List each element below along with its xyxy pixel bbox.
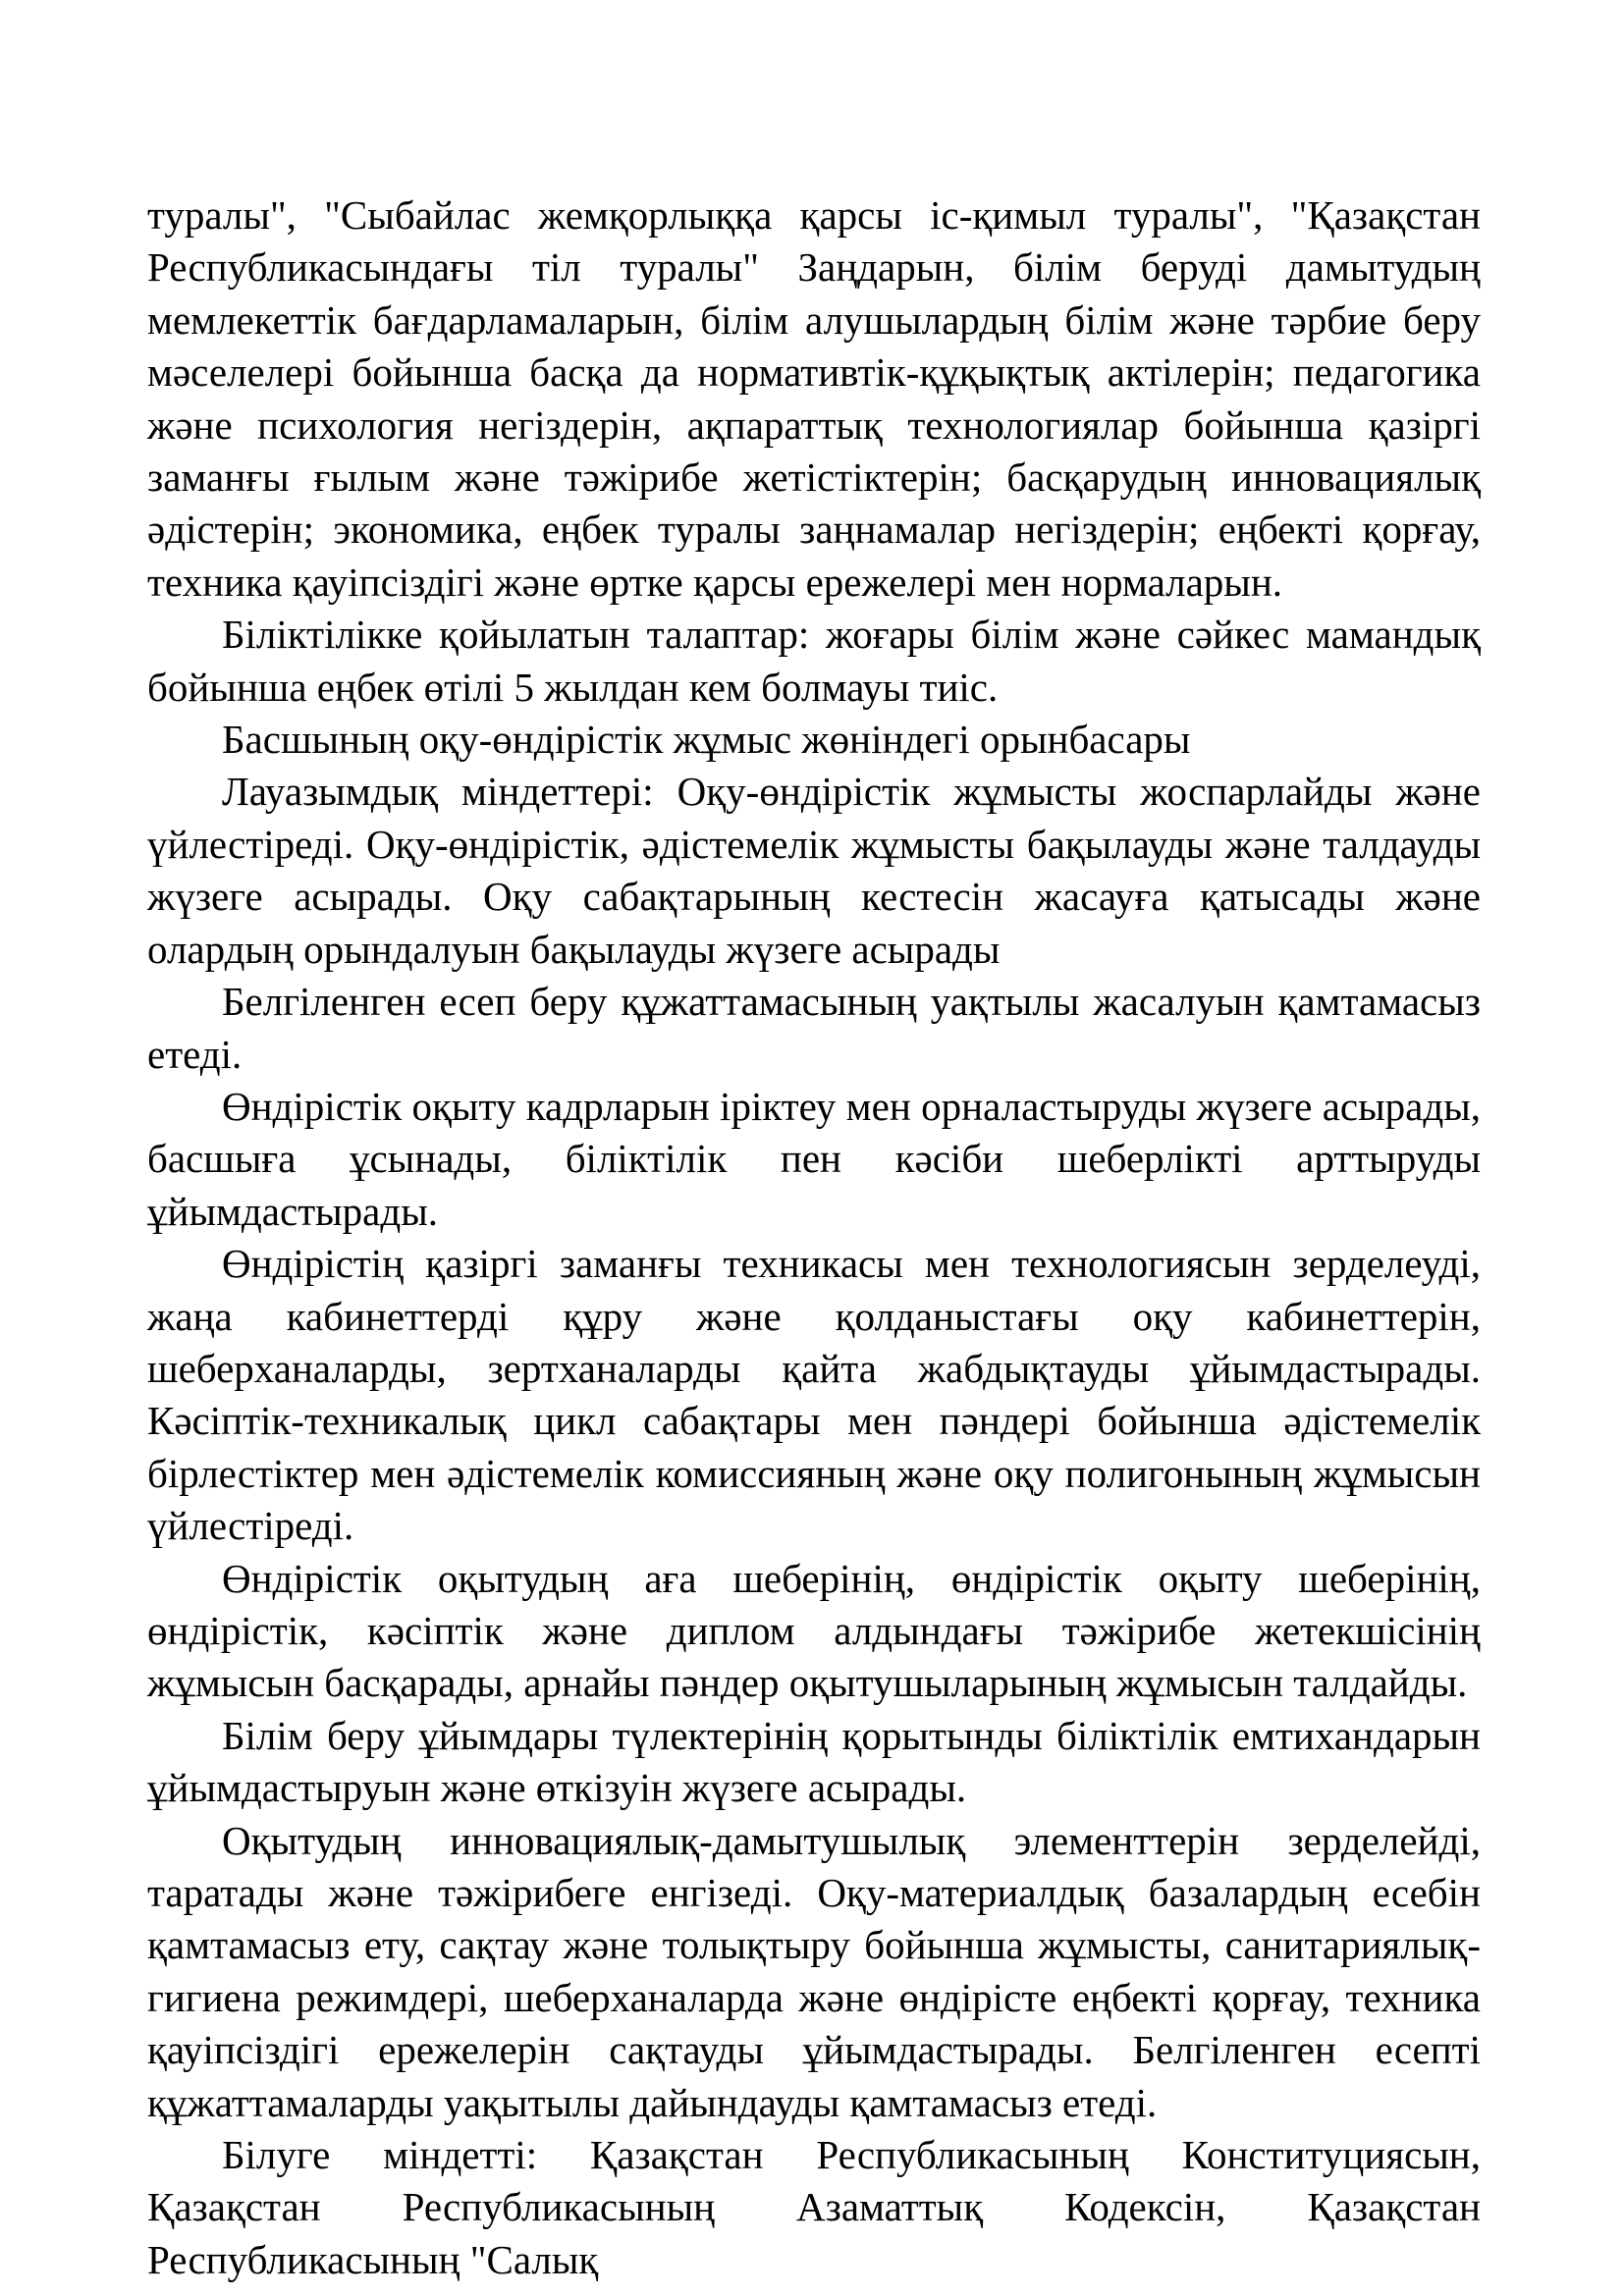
paragraph: Білуге міндетті: Қазақстан Республикасының Конституциясын, Қазақстан Республикасының Азаматтық Кодексін, Қазақстан Республикасының "Салық bbox=[147, 2132, 1481, 2282]
paragraph: Біліктілікке қойылатын талаптар: жоғары білім және сәйкес мамандық бойынша еңбек өтілі 5 жылдан кем болмауы тиіс. bbox=[147, 612, 1481, 710]
paragraph: Лауазымдық міндеттері: Оқу-өндірістік жұмысты жоспарлайды және үйлестіреді. Оқу-өндірістік, әдістемелік жұмысты бақылауды және талдауды жүзеге асырады. Оқу сабақтарының кестесін жасауға қатысады және олардың орындалуын бақылауды жүзеге асырады bbox=[147, 769, 1481, 972]
paragraph: Оқытудың инновациялық-дамытушылық элементтерін зерделейді, таратады және тәжірибеге енгізеді. Оқу-материалдық базалардың есебін қамтамасыз ету, сақтау және толықтыру бойынша жұмысты, санитариялық-гигиена режимдері, шеберханаларда және өндірісте еңбекті қорғау, техника қауіпсіздігі ережелерін сақтауды ұйымдастырады. Белгіленген есепті құжаттамаларды уақытылы дайындауды қамтамасыз етеді. bbox=[147, 1817, 1481, 2125]
paragraph: Өндірістің қазіргі заманғы техникасы мен технологиясын зерделеуді, жаңа кабинеттерді құру және қолданыстағы оқу кабинеттерін, шеберханаларды, зертханаларды қайта жабдықтауды ұйымдастырады. Кәсіптік-техникалық цикл сабақтары мен пәндері бойынша әдістемелік бірлестіктер мен әдістемелік комиссияның және оқу полигонының жұмысын үйлестіреді. bbox=[147, 1241, 1481, 1549]
document-body bbox=[147, 189, 1481, 2286]
paragraph: Өндірістік оқыту кадрларын іріктеу мен орналастыруды жүзеге асырады, басшыға ұсынады, біліктілік пен кәсіби шеберлікті арттыруды ұйымдастырады. bbox=[147, 1083, 1481, 1234]
paragraph: Басшының оқу-өндірістік жұмыс жөніндегі орынбасары bbox=[222, 717, 1191, 763]
paragraph: Белгіленген есеп беру құжаттамасының уақтылы жасалуын қамтамасыз етеді. bbox=[147, 979, 1481, 1077]
paragraph: туралы", "Сыбайлас жемқорлыққа қарсы іс-қимыл туралы", "Қазақстан Республикасындағы тіл туралы" Заңдарын, білім беруді дамытудың мемлекеттік бағдарламаларын, білім алушылардың білім және тәрбие беру мәселелері бойынша басқа да нормативтік-құқықтық актілерін; педагогика және психология негіздерін, ақпараттық технологиялар бойынша қазіргі заманғы ғылым және тәжірибе жетістіктерін; басқарудың инновациялық әдістерін; экономика, еңбек туралы заңнамалар негіздерін; еңбекті қорғау, техника қауіпсіздігі және өртке қарсы ережелері мен нормаларын. bbox=[147, 192, 1481, 605]
paragraph: Өндірістік оқытудың аға шеберінің, өндірістік оқыту шеберінің, өндірістік, кәсіптік және диплом алдындағы тәжірибе жетекшісінің жұмысын басқарады, арнайы пәндер оқытушыларының жұмысын талдайды. bbox=[147, 1555, 1481, 1706]
paragraph: Білім беру ұйымдары түлектерінің қорытынды біліктілік емтихандарын ұйымдастыруын және өткізуін жүзеге асырады. bbox=[147, 1712, 1481, 1811]
